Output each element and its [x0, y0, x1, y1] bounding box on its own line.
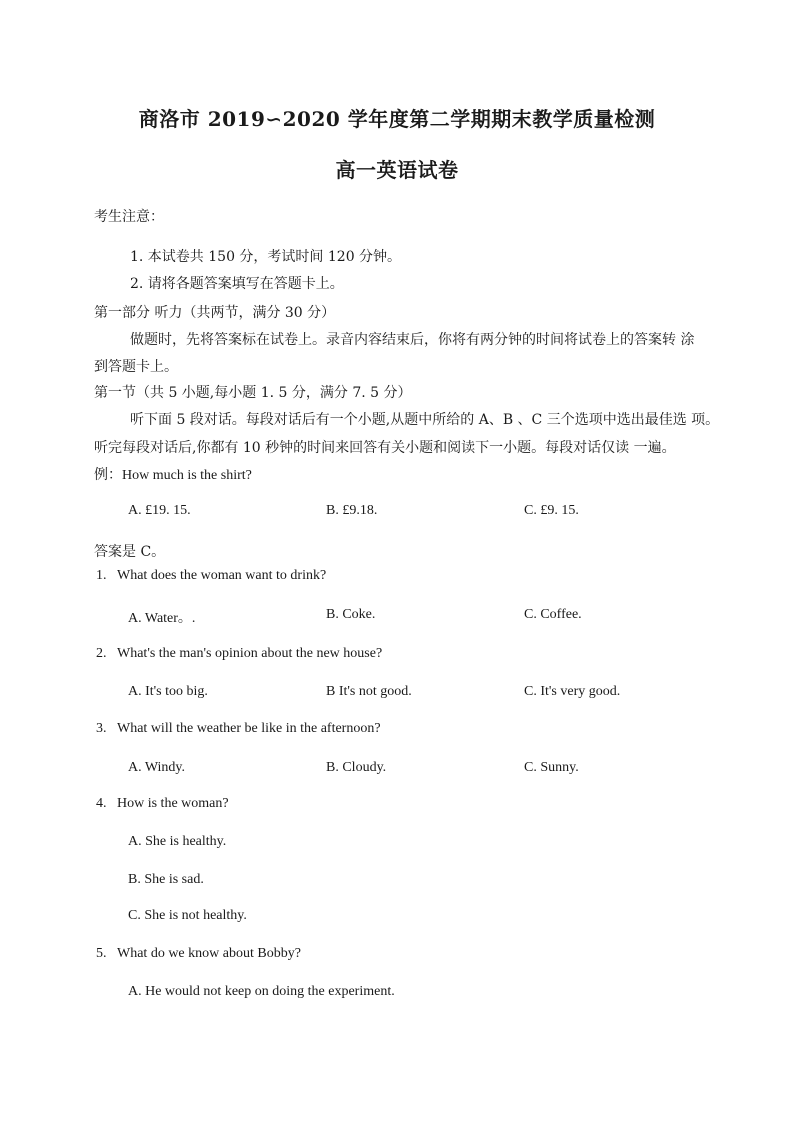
example-question: 例：How much is the shirt? [94, 468, 252, 483]
part1-instruction-cont: 到答题卡上。 [94, 359, 178, 375]
option-b: B. Coke. [326, 607, 376, 622]
section1-title: 第一节（共 5 小题,每小题 1. 5 分，满分 7. 5 分） [94, 385, 412, 401]
question-text: How is the woman? [117, 796, 229, 811]
option-a: A. It's too big. [128, 684, 208, 699]
option-c: C. She is not healthy. [128, 908, 247, 923]
option-b: B. She is sad. [128, 872, 204, 887]
question-text: What do we know about Bobby? [117, 946, 301, 961]
question-number: 4. [96, 796, 107, 811]
option-a: A. Water。. [128, 611, 196, 626]
question-text: What's the man's opinion about the new house? [117, 646, 383, 661]
option-c: C. Coffee. [524, 607, 582, 622]
question-number: 5. [96, 946, 107, 961]
question-number: 2. [96, 646, 107, 661]
part1-instruction: 做题时，先将答案标在试卷上。录音内容结束后，你将有两分钟的时间将试卷上的答案转 涂 [130, 332, 695, 348]
example-option-a: A. £19. 15. [128, 503, 191, 518]
example-answer: 答案是 C。 [94, 544, 166, 560]
part1-title: 第一部分 听力（共两节，满分 30 分） [94, 305, 336, 321]
option-a: A. She is healthy. [128, 834, 227, 849]
option-a: A. He would not keep on doing the experiment. [128, 984, 395, 999]
section1-instruction-cont: 听完每段对话后,你都有 10 秒钟的时间来回答有关小题和阅读下一小题。每段对话仅读 一遍。 [94, 440, 676, 456]
question-text: What will the weather be like in the afternoon? [117, 721, 381, 736]
exam-subtitle: 高一英语试卷 [335, 158, 459, 182]
question-number: 3. [96, 721, 107, 736]
option-c: C. Sunny. [524, 760, 579, 775]
notice-label: 考生注意： [94, 209, 164, 225]
option-c: C. It's very good. [524, 684, 621, 699]
question-number: 1. [96, 568, 107, 583]
example-option-b: B. £9.18. [326, 503, 378, 518]
option-b: B It's not good. [326, 684, 412, 699]
question-text: What does the woman want to drink? [117, 568, 327, 583]
exam-title: 商洛市 2019∽2020 学年度第二学期期末教学质量检测 [138, 107, 656, 131]
option-a: A. Windy. [128, 760, 185, 775]
section1-instruction: 听下面 5 段对话。每段对话后有一个小题,从题中所给的 A、B 、C 三个选项中选出最佳选 项。 [130, 412, 720, 428]
option-b: B. Cloudy. [326, 760, 387, 775]
example-option-c: C. £9. 15. [524, 503, 579, 518]
notice-item: 1. 本试卷共 150 分，考试时间 120 分钟。 [130, 249, 402, 265]
notice-item: 2. 请将各题答案填写在答题卡上。 [130, 276, 344, 292]
